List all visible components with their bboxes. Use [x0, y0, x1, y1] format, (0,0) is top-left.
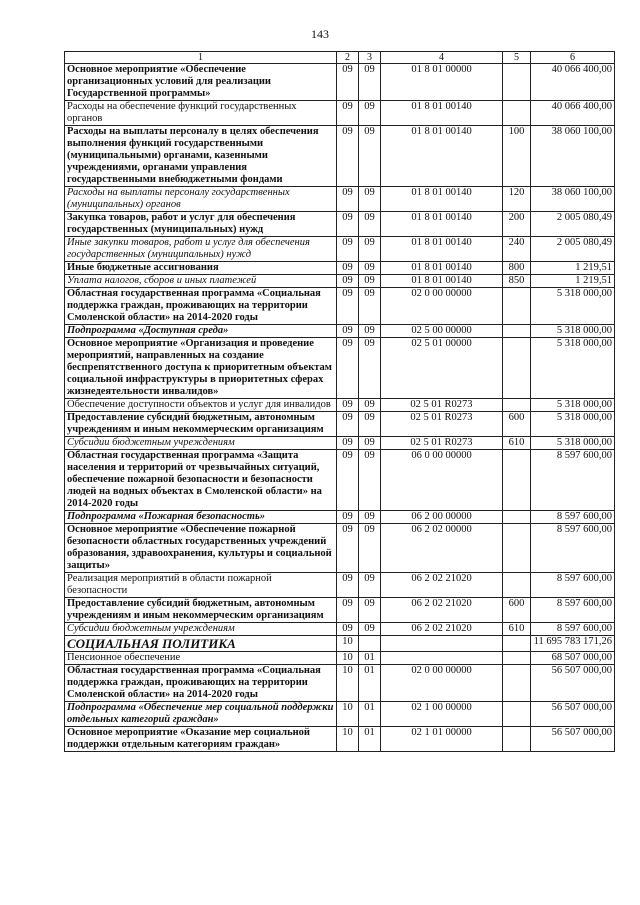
- row-name: Расходы на выплаты персоналу в целях обеспечения выполнения функций государственными (муниципальными) органами, казенными учреждениями, органами управления государственными внебюджетными фондами: [65, 126, 337, 187]
- budget-table-body: [65, 52, 615, 752]
- table-row: [65, 275, 615, 288]
- expense-type-code: 240: [503, 237, 531, 262]
- subsection-code: 01: [359, 727, 381, 752]
- subsection-code: [359, 636, 381, 652]
- table-row: [65, 437, 615, 450]
- subsection-code: 09: [359, 288, 381, 325]
- subsection-code: 09: [359, 187, 381, 212]
- section-code: 09: [337, 187, 359, 212]
- target-article-code: 06 0 00 00000: [381, 450, 503, 511]
- section-code: 10: [337, 652, 359, 665]
- target-article-code: 06 2 02 21020: [381, 598, 503, 623]
- table-row: [65, 636, 615, 652]
- target-article-code: 01 8 01 00140: [381, 212, 503, 237]
- target-article-code: 02 1 00 00000: [381, 702, 503, 727]
- subsection-code: 01: [359, 702, 381, 727]
- section-code: 09: [337, 262, 359, 275]
- expense-type-code: [503, 399, 531, 412]
- table-row: [65, 511, 615, 524]
- expense-type-code: 200: [503, 212, 531, 237]
- row-name: Пенсионное обеспечение: [65, 652, 337, 665]
- row-name: Подпрограмма «Обеспечение мер социальной поддержки отдельных категорий граждан»: [65, 702, 337, 727]
- subsection-code: 09: [359, 524, 381, 573]
- expense-type-code: [503, 636, 531, 652]
- target-article-code: 01 8 01 00140: [381, 101, 503, 126]
- section-code: 09: [337, 573, 359, 598]
- subsection-code: 09: [359, 101, 381, 126]
- amount: 5 318 000,00: [531, 338, 615, 399]
- table-row: [65, 598, 615, 623]
- subsection-code: 09: [359, 325, 381, 338]
- table-row: [65, 727, 615, 752]
- target-article-code: 02 5 01 00000: [381, 338, 503, 399]
- expense-type-code: [503, 325, 531, 338]
- expense-type-code: [503, 573, 531, 598]
- expense-type-code: 610: [503, 623, 531, 636]
- target-article-code: 02 5 01 R0273: [381, 412, 503, 437]
- amount: 5 318 000,00: [531, 288, 615, 325]
- row-name: Закупка товаров, работ и услуг для обеспечения государственных (муниципальных) нужд: [65, 212, 337, 237]
- row-name: Областная государственная программа «Социальная поддержка граждан, проживающих на территории Смоленской области» на 2014-2020 годы: [65, 665, 337, 702]
- target-article-code: 01 8 01 00140: [381, 262, 503, 275]
- table-row: [65, 187, 615, 212]
- amount: 8 597 600,00: [531, 524, 615, 573]
- table-row: [65, 101, 615, 126]
- table-row: [65, 573, 615, 598]
- subsection-code: 09: [359, 399, 381, 412]
- row-name: Субсидии бюджетным учреждениям: [65, 623, 337, 636]
- target-article-code: 01 8 01 00140: [381, 126, 503, 187]
- subsection-code: 09: [359, 450, 381, 511]
- amount: 38 060 100,00: [531, 187, 615, 212]
- amount: 5 318 000,00: [531, 399, 615, 412]
- subsection-code: 01: [359, 652, 381, 665]
- expense-type-code: [503, 702, 531, 727]
- expense-type-code: 610: [503, 437, 531, 450]
- row-name: Обеспечение доступности объектов и услуг для инвалидов: [65, 399, 337, 412]
- row-name: Иные закупки товаров, работ и услуг для обеспечения государственных (муниципальных) нужд: [65, 237, 337, 262]
- row-name: Уплата налогов, сборов и иных платежей: [65, 275, 337, 288]
- target-article-code: 06 2 02 00000: [381, 524, 503, 573]
- subsection-code: 09: [359, 237, 381, 262]
- row-name: Подпрограмма «Доступная среда»: [65, 325, 337, 338]
- subsection-code: 09: [359, 126, 381, 187]
- section-code: 09: [337, 524, 359, 573]
- amount: 56 507 000,00: [531, 702, 615, 727]
- expense-type-code: 800: [503, 262, 531, 275]
- row-name: Основное мероприятие «Оказание мер социальной поддержки отдельным категориям граждан»: [65, 727, 337, 752]
- column-header: 4: [381, 52, 503, 64]
- target-article-code: 01 8 01 00140: [381, 275, 503, 288]
- expense-type-code: [503, 665, 531, 702]
- section-code: 09: [337, 437, 359, 450]
- amount: 8 597 600,00: [531, 511, 615, 524]
- target-article-code: 02 5 00 00000: [381, 325, 503, 338]
- page-number: 143: [311, 27, 329, 41]
- section-code: 09: [337, 399, 359, 412]
- table-row: [65, 399, 615, 412]
- table-row: [65, 288, 615, 325]
- section-code: 09: [337, 237, 359, 262]
- table-row: [65, 702, 615, 727]
- section-code: 09: [337, 64, 359, 101]
- subsection-code: 09: [359, 623, 381, 636]
- section-code: 09: [337, 212, 359, 237]
- expense-type-code: 600: [503, 598, 531, 623]
- section-code: 09: [337, 325, 359, 338]
- amount: 40 066 400,00: [531, 64, 615, 101]
- row-name: Субсидии бюджетным учреждениям: [65, 437, 337, 450]
- target-article-code: 02 5 01 R0273: [381, 437, 503, 450]
- subsection-code: 09: [359, 262, 381, 275]
- table-row: [65, 126, 615, 187]
- expense-type-code: [503, 64, 531, 101]
- section-code: 10: [337, 727, 359, 752]
- subsection-code: 09: [359, 511, 381, 524]
- amount: 8 597 600,00: [531, 598, 615, 623]
- table-row: [65, 212, 615, 237]
- row-name: Расходы на обеспечение функций государственных органов: [65, 101, 337, 126]
- expense-type-code: [503, 652, 531, 665]
- table-row: [65, 64, 615, 101]
- subsection-code: 09: [359, 598, 381, 623]
- row-name: Основное мероприятие «Обеспечение пожарной безопасности областных государственных учреждений образования, здравоохранения, культуры и социальной защиты»: [65, 524, 337, 573]
- expense-type-code: 600: [503, 412, 531, 437]
- section-code: 09: [337, 101, 359, 126]
- row-name: Подпрограмма «Пожарная безопасность»: [65, 511, 337, 524]
- section-code: 09: [337, 126, 359, 187]
- amount: 56 507 000,00: [531, 727, 615, 752]
- target-article-code: 06 2 02 21020: [381, 623, 503, 636]
- column-header: 2: [337, 52, 359, 64]
- table-row: [65, 665, 615, 702]
- amount: 1 219,51: [531, 275, 615, 288]
- section-code: 09: [337, 598, 359, 623]
- subsection-code: 09: [359, 412, 381, 437]
- row-name: Областная государственная программа «Социальная поддержка граждан, проживающих на территории Смоленской области» на 2014-2020 годы: [65, 288, 337, 325]
- row-name: Предоставление субсидий бюджетным, автономным учреждениям и иным некоммерческим организациям: [65, 412, 337, 437]
- subsection-code: 09: [359, 437, 381, 450]
- section-code: 10: [337, 636, 359, 652]
- amount: 38 060 100,00: [531, 126, 615, 187]
- amount: 56 507 000,00: [531, 665, 615, 702]
- amount: 8 597 600,00: [531, 573, 615, 598]
- target-article-code: 01 8 01 00140: [381, 237, 503, 262]
- target-article-code: 02 0 00 00000: [381, 288, 503, 325]
- budget-table: [64, 51, 615, 752]
- section-code: 10: [337, 665, 359, 702]
- subsection-code: 09: [359, 64, 381, 101]
- expense-type-code: [503, 338, 531, 399]
- expense-type-code: [503, 101, 531, 126]
- expense-type-code: 120: [503, 187, 531, 212]
- section-code: 09: [337, 288, 359, 325]
- section-code: 09: [337, 412, 359, 437]
- amount: 40 066 400,00: [531, 101, 615, 126]
- table-row: [65, 237, 615, 262]
- amount: 1 219,51: [531, 262, 615, 275]
- section-code: 09: [337, 623, 359, 636]
- row-name: Реализация мероприятий в области пожарной безопасности: [65, 573, 337, 598]
- expense-type-code: [503, 511, 531, 524]
- row-name: Основное мероприятие «Организация и проведение мероприятий, направленных на создание беспрепятственного доступа к приоритетным объектам социальной инфраструктуры в приоритетных сферах жизнедеятельности инвалидов»: [65, 338, 337, 399]
- table-row: [65, 412, 615, 437]
- row-name: Областная государственная программа «Защита населения и территорий от чрезвычайных ситуаций, обеспечение пожарной безопасности и безопасности людей на водных объектах в Смоленской области» на 2014-2020 годы: [65, 450, 337, 511]
- section-code: 09: [337, 450, 359, 511]
- target-article-code: 06 2 00 00000: [381, 511, 503, 524]
- section-code: 09: [337, 275, 359, 288]
- row-name: Основное мероприятие «Обеспечение организационных условий для реализации Государственной программы»: [65, 64, 337, 101]
- expense-type-code: [503, 524, 531, 573]
- expense-type-code: [503, 288, 531, 325]
- target-article-code: 06 2 02 21020: [381, 573, 503, 598]
- column-header: 1: [65, 52, 337, 64]
- subsection-code: 09: [359, 573, 381, 598]
- target-article-code: 02 0 00 00000: [381, 665, 503, 702]
- amount: 8 597 600,00: [531, 450, 615, 511]
- table-row: [65, 652, 615, 665]
- target-article-code: 02 5 01 R0273: [381, 399, 503, 412]
- section-code: 09: [337, 338, 359, 399]
- subsection-code: 09: [359, 212, 381, 237]
- section-code: 10: [337, 702, 359, 727]
- section-code: 09: [337, 511, 359, 524]
- amount: 11 695 783 171,26: [531, 636, 615, 652]
- amount: 5 318 000,00: [531, 325, 615, 338]
- amount: 2 005 080,49: [531, 237, 615, 262]
- amount: 68 507 000,00: [531, 652, 615, 665]
- expense-type-code: [503, 727, 531, 752]
- amount: 5 318 000,00: [531, 412, 615, 437]
- subsection-code: 01: [359, 665, 381, 702]
- amount: 2 005 080,49: [531, 212, 615, 237]
- amount: 8 597 600,00: [531, 623, 615, 636]
- table-row: [65, 338, 615, 399]
- column-header: 3: [359, 52, 381, 64]
- target-article-code: [381, 636, 503, 652]
- subsection-code: 09: [359, 275, 381, 288]
- target-article-code: 01 8 01 00000: [381, 64, 503, 101]
- row-name: Иные бюджетные ассигнования: [65, 262, 337, 275]
- amount: 5 318 000,00: [531, 437, 615, 450]
- expense-type-code: 850: [503, 275, 531, 288]
- target-article-code: [381, 652, 503, 665]
- row-name: СОЦИАЛЬНАЯ ПОЛИТИКА: [65, 636, 337, 652]
- table-row: [65, 262, 615, 275]
- table-header-row: [65, 52, 615, 64]
- subsection-code: 09: [359, 338, 381, 399]
- row-name: Предоставление субсидий бюджетным, автономным учреждениям и иным некоммерческим организациям: [65, 598, 337, 623]
- target-article-code: 02 1 01 00000: [381, 727, 503, 752]
- expense-type-code: [503, 450, 531, 511]
- table-row: [65, 450, 615, 511]
- row-name: Расходы на выплаты персоналу государственных (муниципальных) органов: [65, 187, 337, 212]
- target-article-code: 01 8 01 00140: [381, 187, 503, 212]
- column-header: 5: [503, 52, 531, 64]
- table-row: [65, 524, 615, 573]
- expense-type-code: 100: [503, 126, 531, 187]
- column-header: 6: [531, 52, 615, 64]
- table-row: [65, 623, 615, 636]
- table-row: [65, 325, 615, 338]
